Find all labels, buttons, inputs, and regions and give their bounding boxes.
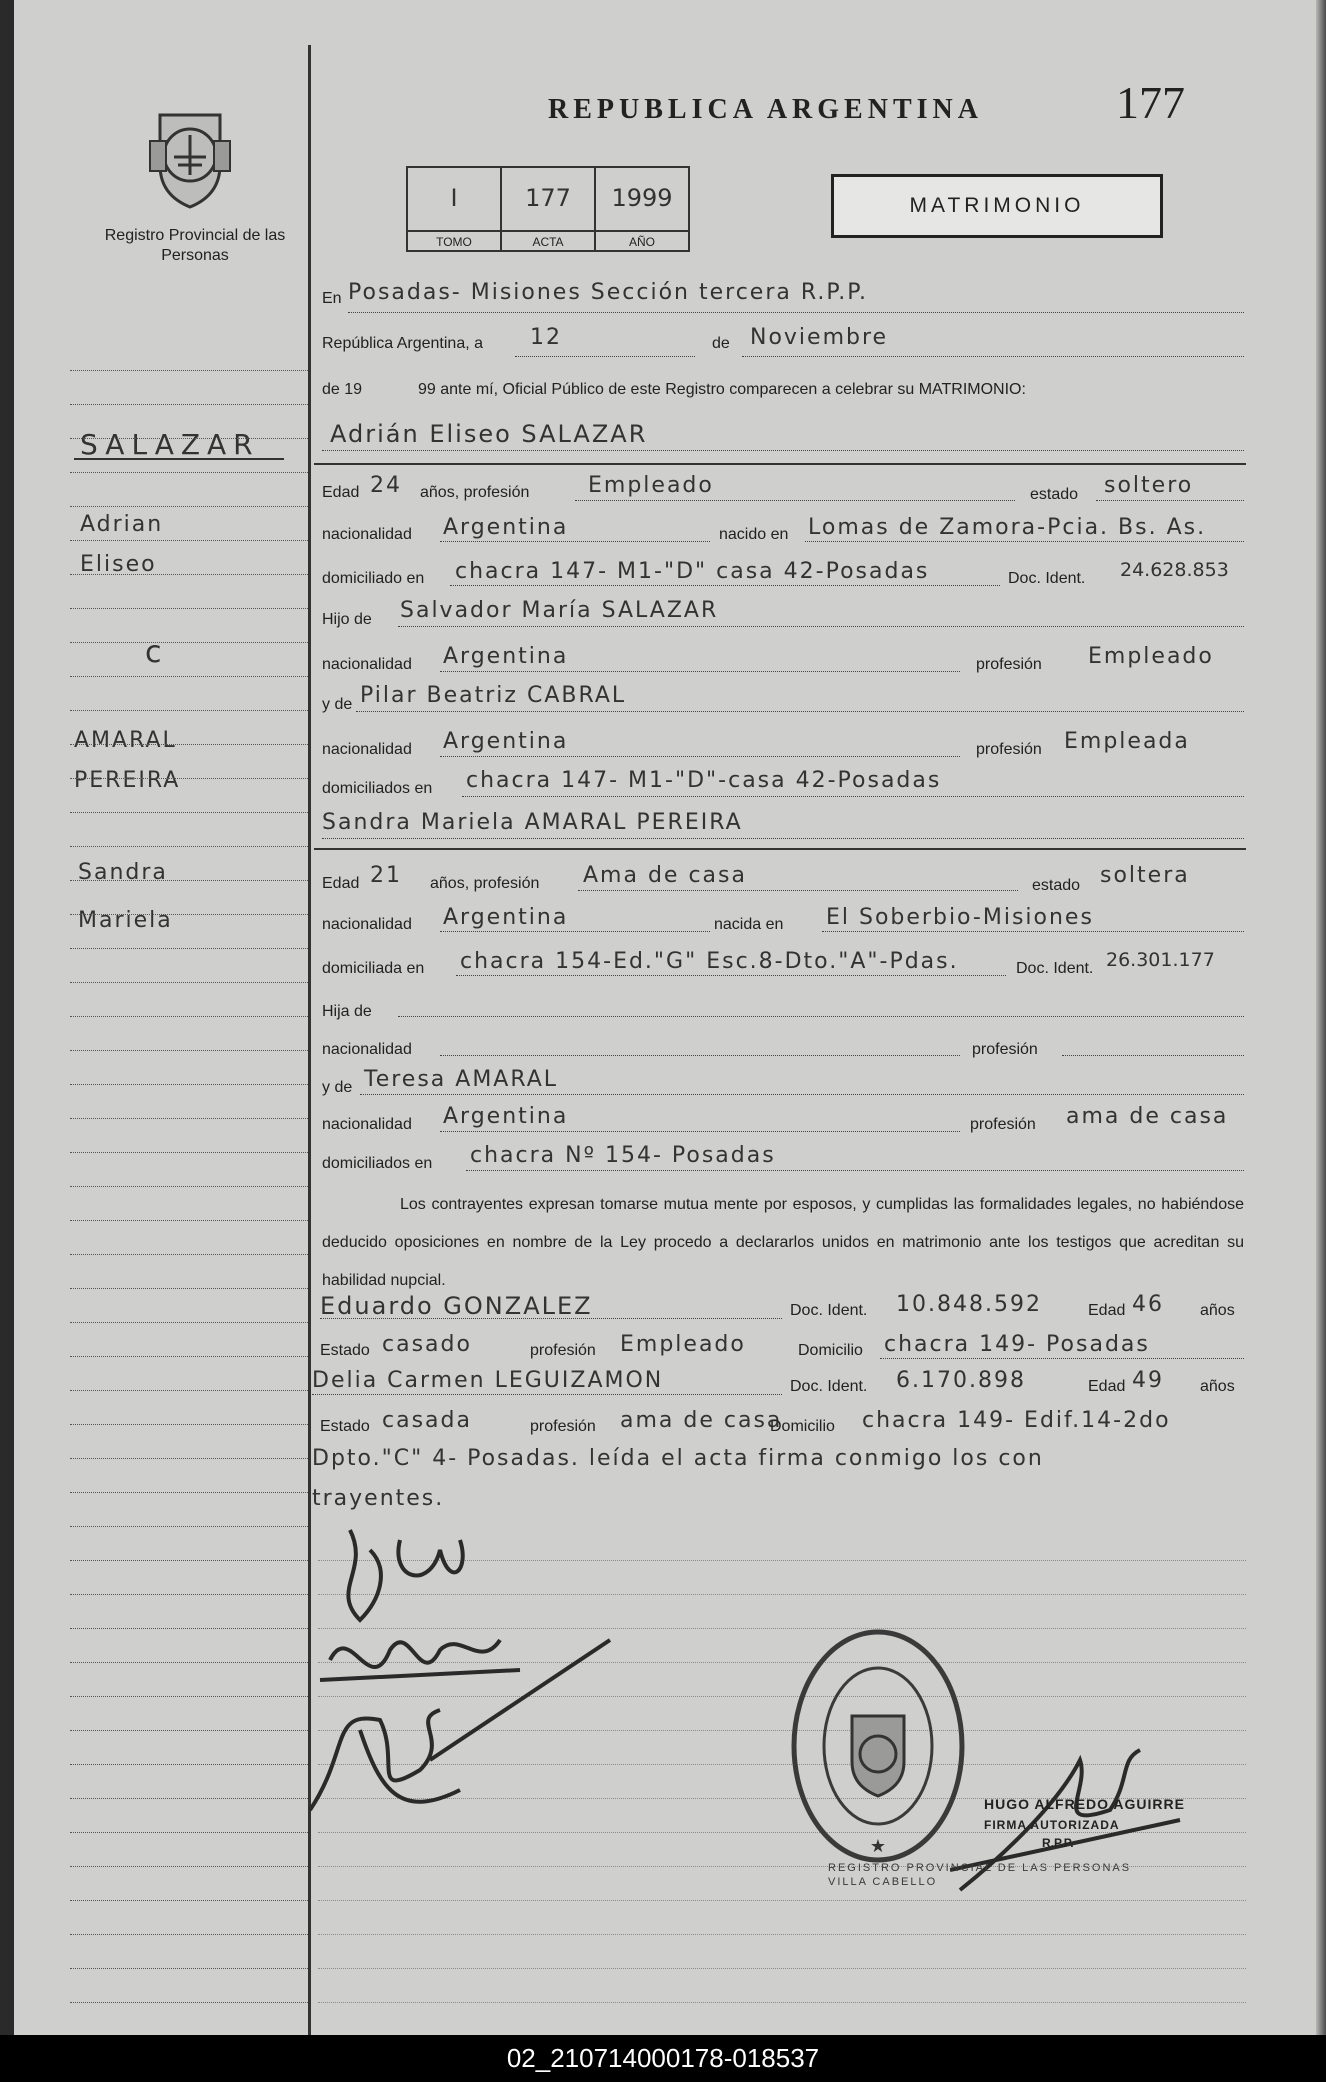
ano-value: 1999 <box>611 184 673 212</box>
scan-identifier: 02_210714000178-018537 <box>0 2035 1326 2082</box>
tomo-value: I <box>450 184 458 212</box>
margin-ruled-line <box>70 1730 308 1731</box>
label-y-de: y de <box>322 1079 353 1096</box>
label-doc-ident: Doc. Ident. <box>790 1378 868 1395</box>
margin-name-1: Adrian <box>80 512 164 537</box>
official-registry: R.P.P. <box>1042 1836 1074 1850</box>
margin-ruled-line <box>70 914 308 915</box>
bride-document: 26.301.177 <box>1106 949 1215 971</box>
margin-ruled-line <box>70 540 308 541</box>
margin-ruled-line <box>70 404 308 405</box>
bride-address: chacra 154-Ed."G" Esc.8-Dto."A"-Pdas. <box>460 949 959 974</box>
margin-surname-groom: SALAZAR <box>80 428 260 461</box>
margin-ruled-line <box>70 778 308 779</box>
record-reference-box <box>406 166 690 252</box>
margin-ruled-line <box>70 438 308 439</box>
label-estado-cap: Estado <box>320 1418 370 1435</box>
label-hijo-de: Hijo de <box>322 611 372 628</box>
margin-ruled-line <box>70 1968 308 1969</box>
label-profesion: profesión <box>530 1342 596 1359</box>
margin-ruled-line <box>70 1424 308 1425</box>
label-nacionalidad: nacionalidad <box>322 741 412 758</box>
margin-ruled-line <box>70 608 308 609</box>
margin-conjunction: c <box>145 635 164 670</box>
bride-nationality: Argentina <box>443 905 569 930</box>
witness2-name: Delia Carmen LEGUIZAMON <box>312 1368 664 1393</box>
label-doc-ident: Doc. Ident. <box>1008 570 1086 587</box>
groom-age: 24 <box>370 473 402 498</box>
label-domiciliados: domiciliados en <box>322 780 433 797</box>
label-nacionalidad: nacionalidad <box>322 1116 412 1133</box>
closing-line-1: Dpto."C" 4- Posadas. leída el acta firma conmigo los con <box>312 1446 1044 1471</box>
stamp-text: REGISTRO PROVINCIAL DE LAS PERSONAS <box>828 1862 1132 1874</box>
label-anos-profesion: años, profesión <box>420 484 530 501</box>
document-type-box: MATRIMONIO <box>831 174 1163 238</box>
margin-ruled-line <box>70 1492 308 1493</box>
margin-ruled-line <box>70 676 308 677</box>
label-domiciliada: domiciliada en <box>322 960 425 977</box>
groom-full-name: Adrián Eliseo SALAZAR <box>330 420 648 448</box>
page-number: 177 <box>1116 77 1185 128</box>
groom-document: 24.628.853 <box>1120 559 1229 581</box>
body-ruled-line <box>318 1968 1246 1969</box>
registry-stamp-icon <box>788 1626 968 1866</box>
margin-ruled-line <box>70 1458 308 1459</box>
label-republica: República Argentina, a <box>322 335 483 352</box>
registry-name: Registro Provincial de las Personas <box>104 227 286 264</box>
acta-label: ACTA <box>502 230 594 250</box>
margin-ruled-line <box>70 1526 308 1527</box>
label-de: de <box>712 335 730 352</box>
groom-parents-address: chacra 147- M1-"D"-casa 42-Posadas <box>466 768 942 793</box>
bride-mother: Teresa AMARAL <box>364 1067 559 1092</box>
stamp-location: VILLA CABELLO <box>828 1876 938 1888</box>
margin-ruled-line <box>70 1628 308 1629</box>
opening-statement: 99 ante mí, Oficial Público de este Registro comparecen a celebrar su MATRIMONIO: <box>418 381 1026 398</box>
groom-mother: Pilar Beatriz CABRAL <box>360 683 627 708</box>
witness2-profession: ama de casa <box>620 1408 783 1433</box>
day-value: 12 <box>530 325 562 350</box>
margin-ruled-line <box>70 1322 308 1323</box>
margin-ruled-line <box>70 472 308 473</box>
label-domiciliado: domiciliado en <box>322 570 425 587</box>
witness1-profession: Empleado <box>620 1332 746 1357</box>
label-domicilio: Domicilio <box>770 1418 835 1435</box>
margin-ruled-line <box>70 1186 308 1187</box>
margin-name-2: Eliseo <box>80 552 157 577</box>
label-en: En <box>322 290 342 307</box>
scan-right-edge <box>1316 0 1326 2035</box>
margin-ruled-line <box>70 1696 308 1697</box>
label-doc-ident: Doc. Ident. <box>1016 960 1094 977</box>
label-estado-cap: Estado <box>320 1342 370 1359</box>
label-profesion: profesión <box>970 1116 1036 1133</box>
margin-ruled-line <box>70 710 308 711</box>
margin-name-4: Mariela <box>78 908 173 933</box>
label-nacionalidad: nacionalidad <box>322 916 412 933</box>
label-anos-profesion: años, profesión <box>430 875 540 892</box>
label-profesion: profesión <box>530 1418 596 1435</box>
margin-ruled-line <box>70 1118 308 1119</box>
handwritten-signatures <box>290 1510 620 1840</box>
margin-ruled-line <box>70 1016 308 1017</box>
witness1-age: 46 <box>1132 1292 1164 1317</box>
groom-mother-nationality: Argentina <box>443 729 569 754</box>
margin-ruled-line <box>70 1288 308 1289</box>
margin-ruled-line <box>70 982 308 983</box>
witness1-status: casado <box>382 1332 472 1357</box>
groom-address: chacra 147- M1-"D" casa 42-Posadas <box>455 559 930 584</box>
groom-profession: Empleado <box>588 473 714 498</box>
bride-full-name: Sandra Mariela AMARAL PEREIRA <box>322 810 743 835</box>
label-de-year: de 19 <box>322 381 363 398</box>
groom-mother-profession: Empleada <box>1064 729 1190 754</box>
label-hija-de: Hija de <box>322 1003 372 1020</box>
bride-birthplace: El Soberbio-Misiones <box>826 905 1094 930</box>
witness2-status: casada <box>382 1408 472 1433</box>
margin-ruled-line <box>70 1764 308 1765</box>
margin-ruled-line <box>70 1866 308 1867</box>
margin-surname-bride-1: AMARAL <box>74 728 177 753</box>
official-name: HUGO ALFREDO AGUIRRE <box>984 1796 1185 1812</box>
witness2-address: chacra 149- Edif.14-2do <box>862 1408 1171 1433</box>
label-nacido: nacido en <box>719 526 789 543</box>
groom-civil-status: soltero <box>1104 473 1194 498</box>
label-edad: Edad <box>322 875 360 892</box>
place-value: Posadas- Misiones Sección tercera R.P.P. <box>348 280 869 305</box>
margin-ruled-line <box>70 2002 308 2003</box>
margin-ruled-line <box>70 506 308 507</box>
label-profesion: profesión <box>972 1041 1038 1058</box>
margin-ruled-line <box>70 812 308 813</box>
margin-ruled-line <box>70 1798 308 1799</box>
closing-line-2: trayentes. <box>312 1486 445 1511</box>
margin-ruled-line <box>70 1152 308 1153</box>
ano-label: AÑO <box>596 230 688 250</box>
month-value: Noviembre <box>750 325 889 350</box>
margin-ruled-line <box>70 744 308 745</box>
bride-profession: Ama de casa <box>583 863 747 888</box>
label-estado: estado <box>1032 877 1081 894</box>
official-title: FIRMA AUTORIZADA <box>984 1818 1120 1832</box>
label-y-de: y de <box>322 696 353 713</box>
witness1-address: chacra 149- Posadas <box>884 1332 1150 1357</box>
margin-ruled-line <box>70 880 308 881</box>
label-nacida: nacida en <box>714 916 784 933</box>
label-nacionalidad: nacionalidad <box>322 526 412 543</box>
label-nacionalidad: nacionalidad <box>322 1041 412 1058</box>
groom-nationality: Argentina <box>443 515 569 540</box>
margin-ruled-line <box>70 1050 308 1051</box>
margin-ruled-line <box>70 1662 308 1663</box>
scan-left-edge <box>0 0 14 2035</box>
witness2-age: 49 <box>1132 1368 1164 1393</box>
bride-civil-status: soltera <box>1100 863 1190 888</box>
witness1-name: Eduardo GONZALEZ <box>320 1292 593 1320</box>
margin-ruled-line <box>70 1560 308 1561</box>
groom-birthplace: Lomas de Zamora-Pcia. Bs. As. <box>808 515 1207 540</box>
declaration-text: Los contrayentes expresan tomarse mutua mente por esposos, y cumplidas las formalidades legales, no habiéndose deducido oposiciones en nombre de la Ley procedo a declararlos unidos en matrimonio ante los testigos que acreditan su habilidad nupcial. <box>322 1196 1244 1289</box>
label-profesion: profesión <box>976 741 1042 758</box>
margin-ruled-line <box>70 1220 308 1221</box>
margin-ruled-line <box>70 1934 308 1935</box>
provincial-registry-logo-icon <box>140 105 240 215</box>
svg-text:★: ★ <box>869 1836 887 1857</box>
margin-ruled-line <box>70 1356 308 1357</box>
margin-ruled-line <box>70 1084 308 1085</box>
margin-ruled-line <box>70 1594 308 1595</box>
witness1-document: 10.848.592 <box>896 1292 1042 1317</box>
margin-ruled-line <box>70 642 308 643</box>
label-edad: Edad <box>1088 1302 1126 1319</box>
groom-father-profession: Empleado <box>1088 644 1214 669</box>
margin-ruled-line <box>70 1900 308 1901</box>
bride-mother-nationality: Argentina <box>443 1104 569 1129</box>
bride-parents-address: chacra Nº 154- Posadas <box>470 1143 776 1168</box>
label-anos: años <box>1200 1302 1235 1319</box>
groom-father-nationality: Argentina <box>443 644 569 669</box>
label-edad: Edad <box>322 484 360 501</box>
label-domicilio: Domicilio <box>798 1342 863 1359</box>
margin-ruled-line <box>70 1390 308 1391</box>
label-estado: estado <box>1030 486 1079 503</box>
country-heading: REPUBLICA ARGENTINA <box>548 94 983 125</box>
label-profesion: profesión <box>976 656 1042 673</box>
body-ruled-line <box>318 2002 1246 2003</box>
margin-ruled-line <box>70 574 308 575</box>
label-nacionalidad: nacionalidad <box>322 656 412 673</box>
acta-value: 177 <box>525 184 571 212</box>
margin-ruled-line <box>70 1832 308 1833</box>
label-domiciliados: domiciliados en <box>322 1155 433 1172</box>
label-edad: Edad <box>1088 1378 1126 1395</box>
margin-name-3: Sandra <box>78 860 168 885</box>
bride-mother-profession: ama de casa <box>1066 1104 1229 1129</box>
bride-age: 21 <box>370 863 402 888</box>
groom-father: Salvador María SALAZAR <box>400 598 719 623</box>
margin-ruled-line <box>70 370 308 371</box>
body-ruled-line <box>318 1900 1246 1901</box>
margin-ruled-line <box>70 948 308 949</box>
body-ruled-line <box>318 1934 1246 1935</box>
tomo-label: TOMO <box>408 230 500 250</box>
margin-ruled-line <box>70 846 308 847</box>
margin-ruled-line <box>70 1254 308 1255</box>
witness2-document: 6.170.898 <box>896 1368 1026 1393</box>
label-anos: años <box>1200 1378 1235 1395</box>
label-doc-ident: Doc. Ident. <box>790 1302 868 1319</box>
margin-surname-bride-2: PEREIRA <box>74 768 181 793</box>
